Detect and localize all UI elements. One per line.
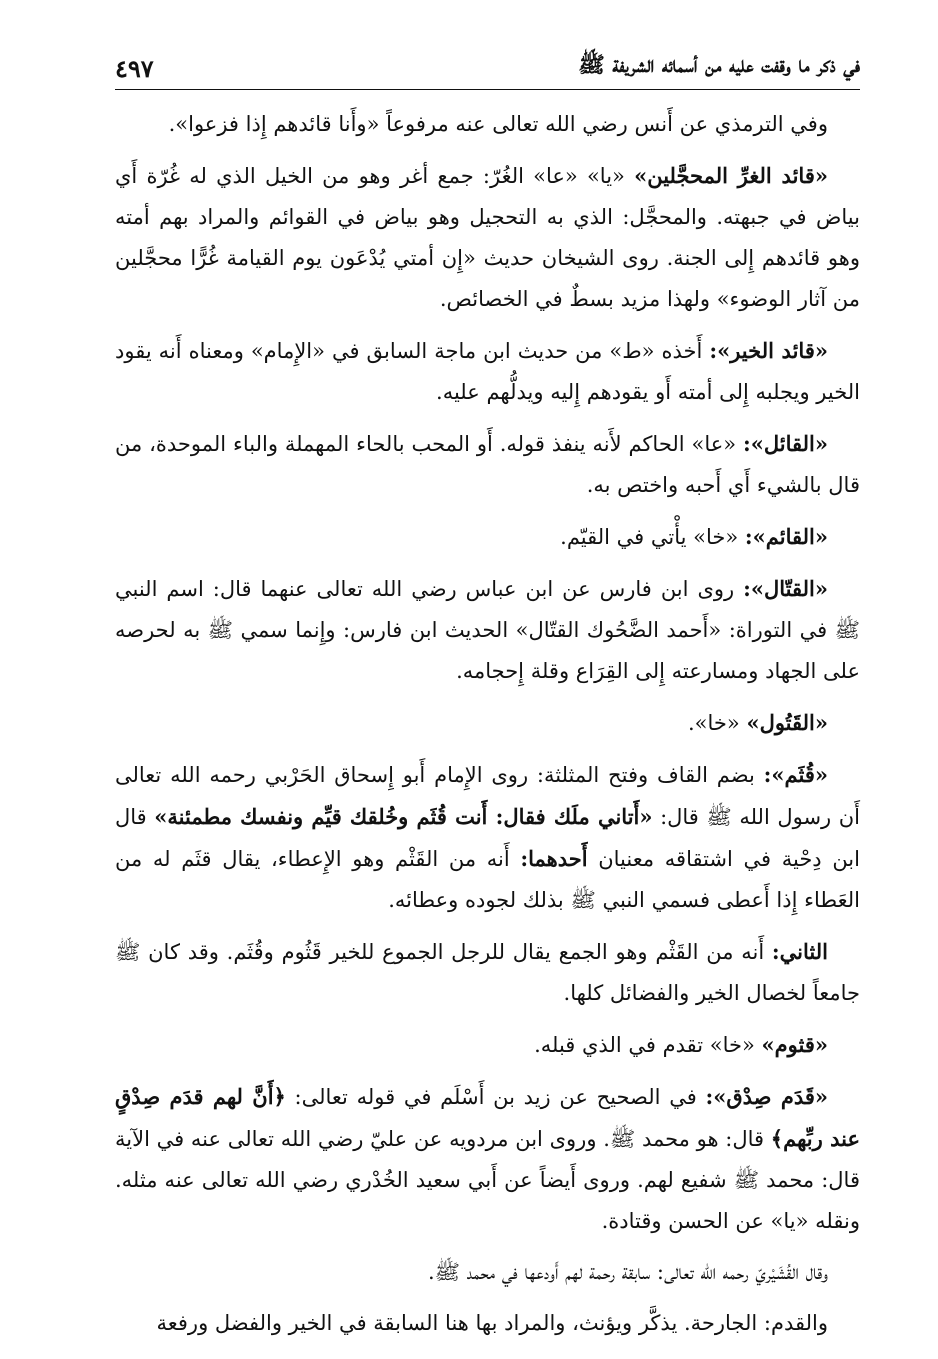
paragraph (115, 423, 860, 506)
paragraph (115, 568, 860, 692)
paragraph-text: «يا» «عا» الغُرّ: جمع أغر وهو من الخيل الذي له غُرّة أَي بياض في جبهته. والمحجَّل: الذي به التحجيل وهو بياض في القوائم والمراد بهم أمته وهو قائدهم إِلى الجنة. روى الشيخان حديث «إِن أمتي يُدْعَون يوم القيامة غُرًّا محجَّلين من آثار الوضوء» ولهذا مزيد بسطٌ في الخصائص. (115, 164, 860, 311)
paragraph-text: وقال القُشَيْريّ رحمه الله تعالى: سابقة رحمة لهم أَودعها في محمد ﷺ. (427, 1260, 828, 1284)
paragraph (115, 931, 860, 1014)
paragraph (115, 754, 860, 921)
bold-term: «القتّال»: (743, 576, 828, 601)
paragraph (115, 1024, 860, 1066)
paragraph (115, 104, 860, 145)
bold-term: «قائد الغرِّ المحجَّلين» (634, 163, 828, 188)
paragraph-text: والقدم: الجارحة. يذكَّر ويؤنث، والمراد بها هنا السابقة في الخير والفضل ورفعة (156, 1311, 828, 1335)
paragraph-text: أَخذه «ط» من حديث ابن ماجة السابق في «الإِمام» ومعناه أَنه يقود الخير ويجلبه إِلى أمته أَو يقودهم إِليه ويدلُّهم عليه. (115, 339, 860, 404)
paragraph-text: في الصحيح عن زيد بن أَسْلَم في قوله تعالى: (285, 1085, 706, 1109)
running-title: في ذكر ما وقفت عليه من أسمائه الشريفة ﷺ (578, 52, 860, 78)
bold-term: «القَتُول» (746, 710, 828, 735)
paragraph (115, 1076, 860, 1242)
paragraph (115, 1252, 860, 1293)
bold-term: «القائل»: (742, 431, 828, 456)
paragraph (115, 330, 860, 413)
bold-term: أَحدهما: (520, 846, 588, 871)
paragraph (115, 516, 860, 558)
bold-term: ﴿أَنَّ لهم قدَم صِدْقٍ عند ربِّهم﴾ (115, 1084, 860, 1151)
bold-term: «قَدَم صِدْق»: (705, 1084, 829, 1109)
paragraph-text: «خا» تقدم في الذي قبله. (534, 1033, 762, 1057)
page-body (115, 104, 860, 1344)
paragraph-text: «خا». (688, 711, 747, 735)
paragraph-text: «عا» الحاكم لأَنه ينفذ قوله. أَو المحب بالحاء المهملة والباء الموحدة، من قال بالشيء أَي أَحبه واختص به. (115, 432, 860, 497)
paragraph (115, 1303, 860, 1344)
bold-term: «قائد الخير»: (709, 338, 828, 363)
paragraph-text: بضم القاف وفتح المثلثة: روى الإِمام أَبو إِسحاق الحَرْبي رحمه الله تعالى أَن رسول الله ﷺ قال: (115, 763, 861, 829)
paragraph-text: أَنه من القَثْم وهو الجمع يقال للرجل الجموع للخير قَثُوم وقُثَم. وقد كان ﷺ جامعاً لخصال الخير والفضائل كلها. (115, 940, 860, 1005)
paragraph-text: وفي الترمذي عن أَنس رضي الله تعالى عنه مرفوعاً «وأَنا قائدهم إِذا فزعوا». (168, 112, 828, 136)
paragraph-text: قال ابن دِحْية في اشتقاقه معنيان (115, 805, 860, 871)
page-header (115, 45, 860, 90)
paragraph-text: قال: هو محمد ﷺ. وروى ابن مردويه عن عليّ رضي الله تعالى عنه في الآية قال: محمد ﷺ شفيع لهم. وروى أَيضاً عن أَبي سعيد الخُدْري رضي الله تعالى عنه مثله. ونقله «يا» عن الحسن وقتادة. (115, 1127, 860, 1233)
paragraph-text: روى ابن فارس عن ابن عباس رضي الله تعالى عنهما قال: اسم النبي ﷺ في التوراة: «أَحمد الضَّحُوك القتّال» الحديث ابن فارس: وإِنما سمي ﷺ به لحرصه على الجهاد ومسارعته إِلى القِرَاع وقلة إِحجامه. (115, 577, 860, 683)
bold-term: الثاني: (771, 939, 828, 964)
bold-term: «قثوم» (761, 1032, 828, 1057)
paragraph (115, 702, 860, 744)
bold-term: «قُثَم»: (763, 762, 828, 787)
paragraph (115, 155, 860, 320)
paragraph-text: أَنه من القَثْم وهو الإِعطاء، يقال قثَم له من العَطاء إِذا أَعطى فسمي النبي ﷺ بذلك لجوده وعطائه. (115, 847, 860, 912)
bold-term: «أَتاني ملَك فقال: أَنت قُثَم وخُلقك قيِّم ونفسك مطمئنة» (154, 804, 653, 829)
bold-term: «القائم»: (744, 524, 828, 549)
paragraph-text: «خا» يأْتي في القيّم. (560, 525, 745, 549)
book-page (115, 45, 860, 1354)
page-number: ٤٩٧ (115, 54, 154, 83)
